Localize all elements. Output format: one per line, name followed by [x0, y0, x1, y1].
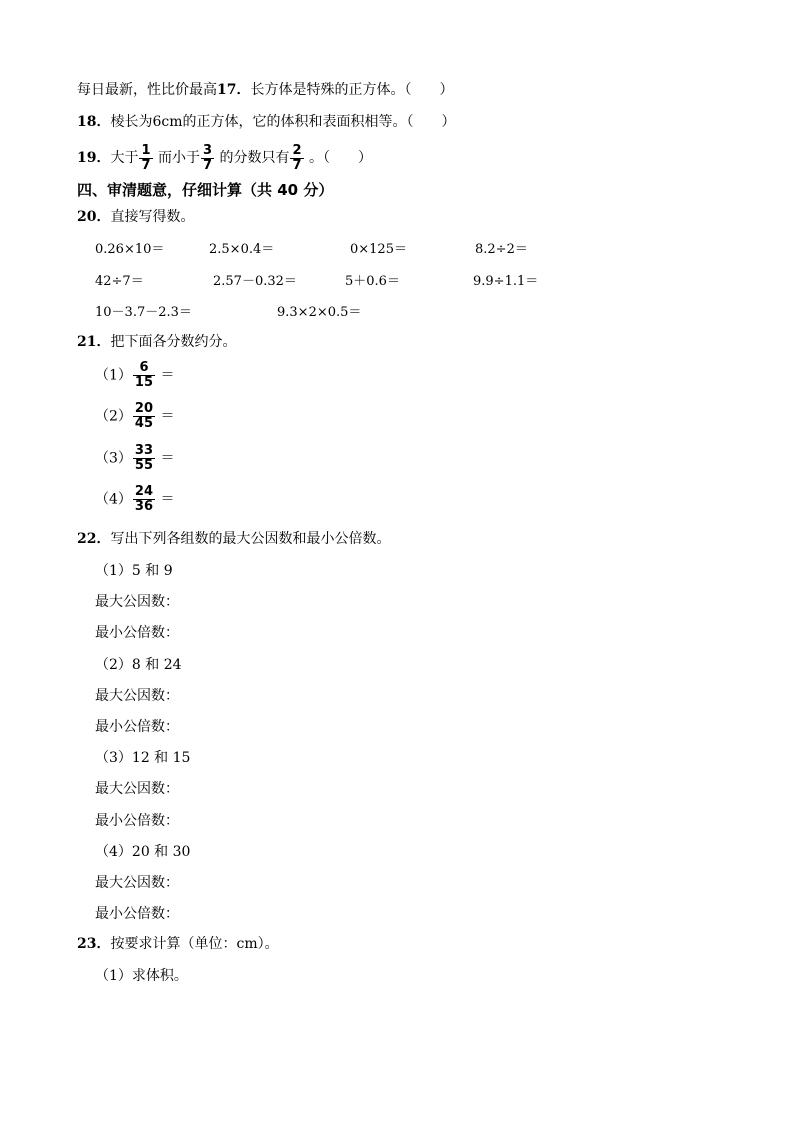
question-22 [77, 529, 390, 549]
denominator: 36 [134, 499, 154, 514]
gcf-label: 最大公因数： [95, 688, 179, 704]
equals-sign: ＝ [160, 450, 175, 467]
question-19 [77, 143, 372, 173]
calc-item: 0.26×10＝ [95, 242, 165, 257]
question-number: 22． [77, 531, 111, 547]
calc-item: 2.5×0.4＝ [209, 242, 275, 257]
denominator: 45 [134, 416, 154, 431]
question-number: 20． [77, 209, 111, 225]
item-label: （2） [95, 408, 132, 425]
question-21 [77, 332, 236, 352]
header-ad-text: 每日最新，性比价最高 [77, 82, 217, 98]
fraction [133, 402, 155, 431]
question-text: 直接写得数。 [110, 209, 195, 225]
group-label: （2）8 和 24 [95, 657, 182, 673]
group-label: （1）5 和 9 [95, 563, 173, 579]
calc-item: 9.9÷1.1＝ [473, 274, 539, 289]
fraction [133, 444, 155, 473]
lcm-label: 最小公倍数： [95, 906, 179, 922]
text-part: 而小于 [153, 150, 200, 166]
question-text: 按要求计算（单位：cm）。 [110, 936, 279, 952]
equals-sign: ＝ [160, 491, 175, 508]
numerator: 33 [134, 443, 154, 458]
fraction-item [95, 485, 174, 514]
question-text: 把下面各分数约分。 [110, 334, 237, 350]
section-title: 四、审清题意，仔细计算（共 40 分） [77, 181, 334, 199]
equals-sign: ＝ [160, 408, 175, 425]
fraction-item [95, 444, 174, 473]
text-part: 的分数只有 [215, 150, 290, 166]
fraction [133, 361, 155, 390]
denominator: 7 [141, 157, 151, 173]
lcm-label: 最小公倍数： [95, 625, 179, 641]
question-17 [77, 80, 453, 100]
group-label: （3）12 和 15 [95, 750, 191, 766]
group-label: （4）20 和 30 [95, 844, 191, 860]
fraction-3-7 [201, 144, 214, 173]
denominator: 15 [134, 375, 154, 390]
denominator: 7 [292, 157, 302, 173]
question-number: 19． [77, 150, 111, 166]
calc-item: 0×125＝ [350, 242, 407, 257]
calc-item: 10－3.7－2.3＝ [95, 305, 192, 320]
calc-item: 2.57－0.32＝ [213, 274, 297, 289]
denominator: 7 [202, 157, 213, 173]
sub-question: （1）求体积。 [95, 968, 188, 984]
question-number: 17． [217, 82, 251, 98]
numerator: 24 [134, 484, 154, 499]
gcf-label: 最大公因数： [95, 594, 179, 610]
fraction-1-7 [139, 144, 152, 173]
question-number: 23． [77, 936, 111, 952]
text-part: 大于 [110, 150, 139, 166]
question-number: 18． [77, 114, 111, 130]
item-label: （3） [95, 450, 132, 467]
lcm-label: 最小公倍数： [95, 719, 179, 735]
fraction-item [95, 402, 174, 431]
calc-item: 5＋0.6＝ [345, 274, 400, 289]
denominator: 55 [134, 458, 154, 473]
question-text: 棱长为6cm的正方体，它的体积和表面积相等。（ ） [110, 114, 456, 130]
gcf-label: 最大公因数： [95, 875, 179, 891]
question-text: 长方体是特殊的正方体。（ ） [250, 82, 454, 98]
numerator: 1 [141, 142, 151, 158]
lcm-label: 最小公倍数： [95, 813, 179, 829]
numerator: 20 [134, 401, 154, 416]
question-number: 21． [77, 334, 111, 350]
text-part: 。（ ） [304, 150, 372, 166]
calc-item: 8.2÷2＝ [475, 242, 528, 257]
question-text: 写出下列各组数的最大公因数和最小公倍数。 [110, 531, 391, 547]
gcf-label: 最大公因数： [95, 781, 179, 797]
calc-item: 42÷7＝ [95, 274, 144, 289]
numerator: 3 [202, 142, 213, 158]
question-23 [77, 934, 279, 954]
item-label: （4） [95, 491, 132, 508]
calc-item: 9.3×2×0.5＝ [277, 305, 362, 320]
numerator: 2 [292, 142, 302, 158]
fraction-item [95, 361, 174, 390]
item-label: （1） [95, 367, 132, 384]
numerator: 6 [139, 360, 149, 375]
fraction [133, 485, 155, 514]
equals-sign: ＝ [160, 367, 175, 384]
question-18 [77, 112, 456, 132]
question-20 [77, 207, 194, 227]
fraction-2-7 [290, 144, 303, 173]
